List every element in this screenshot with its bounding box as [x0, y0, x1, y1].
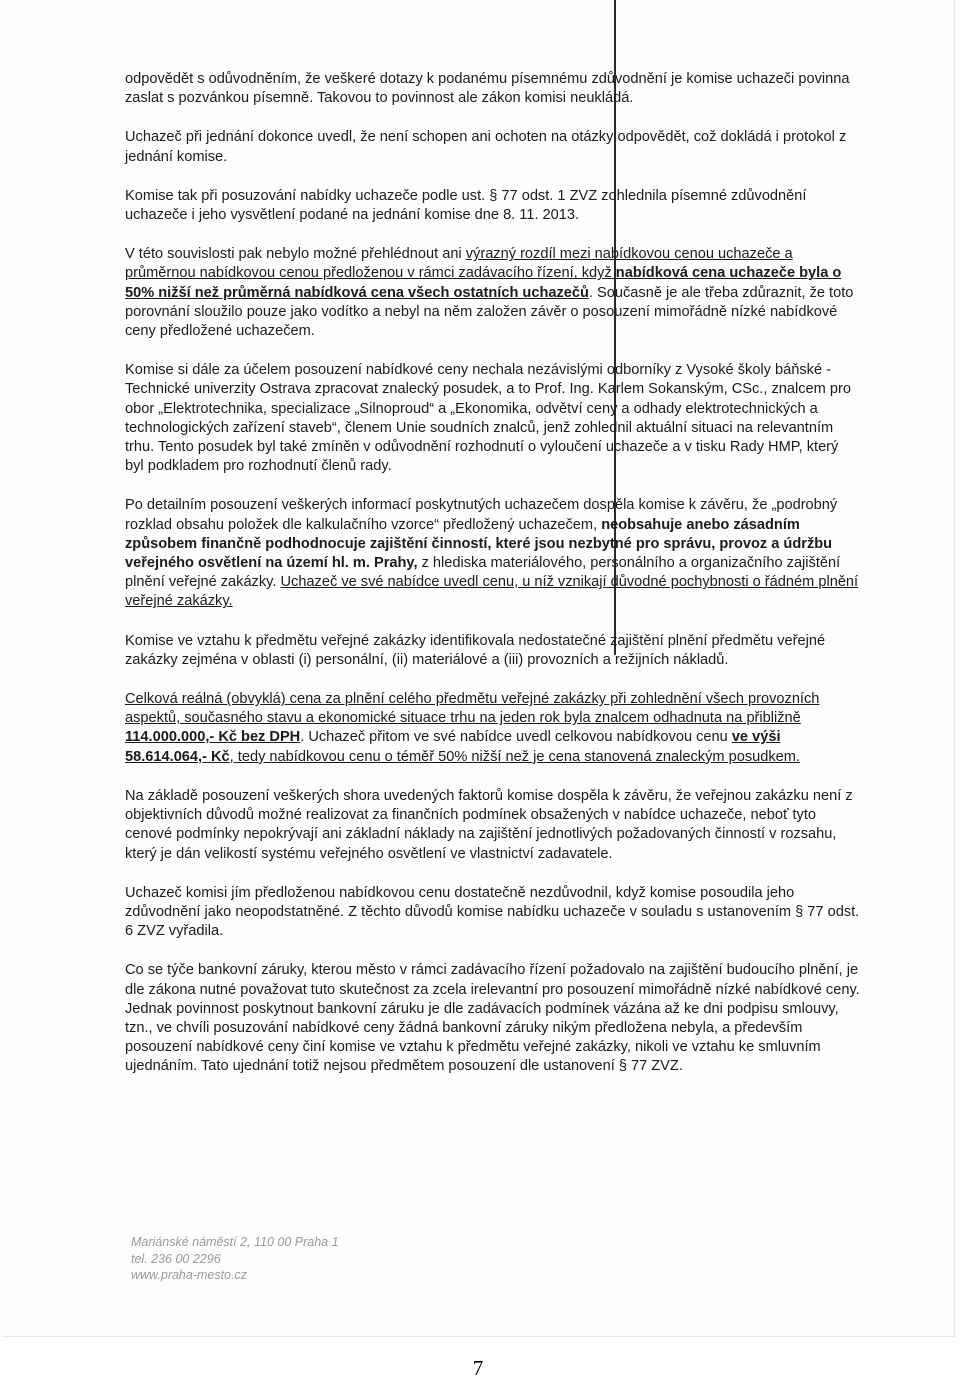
text-run: ve výši 58.614.064,- Kč: [125, 729, 781, 765]
text-run: Uchazeč ve své nabídce uvedl cenu, u níž vznikají důvodné pochybnosti o řádném plnění veřejné zakázky.: [125, 574, 859, 610]
text-run: odpovědět s odůvodněním, že veškeré dotazy k podanému písemnému zdůvodnění je komise uchazeči povinna zaslat s pozvánkou písemně. Takovou to povinnost ale zákon komisi neukládá.: [125, 71, 850, 107]
text-run: neobsahuje anebo zásadním způsobem finančně podhodnocuje zajištění činností, které jsou nezbytné pro správu, provoz a údržbu veřejného osvětlení na území hl. m. Prahy,: [125, 516, 833, 572]
letterhead-footer: [131, 1234, 339, 1284]
text-run: Komise si dále za účelem posouzení nabídkové ceny nechala nezávislými odborníky z Vysoké školy báňské - Technické univerzity Ostrava zpracovat znalecký posudek, a to Prof. Ing. Karlem Sokanským, CSc., znalcem pro obor „Elektrotechnika, specializace „Silnoproud“ a „Ekonomika, odvětví ceny a odhady elektrotechnických a technologických zařízení staveb“, členem Unie soudních znalců, jenž zohlednil aktuální situaci na relevantním trhu. Tento posudek byl také zmíněn v odůvodnění rozhodnutí o vyloučení uchazeče a v tisku Rady HMP, který byl podkladem pro rozhodnutí členů rady.: [125, 362, 851, 475]
text-run: nabídková cena uchazeče byla o 50% nižší než průměrná nabídková cena všech ostatních uchazečů: [125, 265, 842, 301]
text-run: . Současně je ale třeba zdůraznit, že toto porovnání sloužilo pouze jako vodítko a nebyl na něm založen závěr o posouzení mimořádně nízké nabídkové ceny předložené uchazečem.: [125, 284, 854, 340]
paragraph: [125, 884, 860, 942]
text-run: Na základě posouzení veškerých shora uvedených faktorů komise dospěla k závěru, že veřejnou zakázku není z objektivních důvodů možné realizovat za finančních podmínek obsažených v nabídce uchazeče, neboť tyto cenové podmínky nepokrývají ani základní náklady na zajištění jednotlivých požadovaných činností v rozsahu, který je dán velikostí systému veřejného osvětlení ve vlastnictví zadavatele.: [125, 787, 853, 862]
text-run: . Uchazeč přitom ve své nabídce uvedl celkovou nabídkovou cenu: [300, 729, 732, 746]
text-run: Komise ve vztahu k předmětu veřejné zakázky identifikovala nedostatečné zajištění plnění předmětu veřejné zakázky zejména v oblasti (i) personální, (ii) materiálové a (iii) provozních a režijních nákladů.: [125, 632, 826, 668]
page-number: 7: [472, 1356, 484, 1380]
text-run: Uchazeč komisi jím předloženou nabídkovou cenu dostatečně nezdůvodnil, když komise posoudila jeho zdůvodnění jako neopodstatněné. Z těchto důvodů komise nabídku uchazeče v souladu s ustanovením § 77 odst. 6 ZVZ vyřadila.: [125, 884, 860, 940]
text-run: Co se týče bankovní záruky, kterou město v rámci zadávacího řízení požadovalo na zajištění budoucího plnění, je dle zákona nutné považovat tuto skutečnost za zcela irelevantní pro posouzení mimořádně nízké nabídkové ceny. Jednak povinnost poskytnout bankovní záruku je dle zadávacích podmínek vázána až ke dni podpisu smlouvy, tzn., ve chvíli posuzování nabídkové ceny žádná bankovní záruky nikým předložena nebyla, a především posouzení nabídkové ceny činí komise ve vztahu k předmětu veřejné zakázky, nikoli ve vztahu ke smluvním ujednáním. Tato ujednání totiž nejsou předmětem posouzení dle ustanovení § 77 ZVZ.: [125, 962, 860, 1075]
footer-web: www.praha-mesto.cz: [131, 1268, 248, 1282]
paragraph: [125, 70, 860, 108]
paragraph: [125, 496, 860, 611]
document-body: [125, 70, 860, 1097]
paragraph: [125, 245, 860, 341]
text-run: Po detailním posouzení veškerých informací poskytnutých uchazečem dospěla komise k závěru, že „podrobný rozklad obsahu položek dle kalkulačního vzorce“ předložený uchazečem,: [125, 497, 838, 533]
text-run: Celková reálná (obvyklá) cena za plnění celého předmětu veřejné zakázky při zohlednění všech provozních aspektů, současného stavu a ekonomické situace trhu na jeden rok byla znalcem odhadnuta na přibližně: [125, 691, 820, 727]
paragraph: [125, 187, 860, 225]
text-run: Komise tak při posuzování nabídky uchazeče podle ust. § 77 odst. 1 ZVZ zohlednila písemné zdůvodnění uchazeče i jeho vysvětlení podané na jednání komise dne 8. 11. 2013.: [125, 187, 807, 224]
text-run: z hlediska materiálového, personálního a organizačního zajištění plnění veřejné zakázky.: [125, 555, 841, 591]
footer-phone: tel. 236 00 2296: [131, 1251, 221, 1266]
paragraph: [125, 961, 860, 1076]
text-run: , tedy nabídkovou cenu o téměř 50% nižší než je cena stanovená znaleckým posudkem.: [229, 748, 800, 765]
paragraph: [125, 361, 860, 476]
paragraph: [125, 632, 860, 670]
text-run: Uchazeč při jednání dokonce uvedl, že není schopen ani ochoten na otázky odpovědět, což dokládá i protokol z jednání komise.: [125, 129, 847, 165]
paragraph: [125, 128, 860, 166]
footer-address: Mariánské náměstí 2, 110 00 Praha 1: [131, 1235, 339, 1249]
text-run: výrazný rozdíl mezi nabídkovou cenou uchazeče a průměrnou nabídkovou cenou předloženou v rámci zadávacího řízení, když: [125, 246, 793, 282]
text-run: 114.000.000,- Kč bez DPH: [125, 729, 301, 746]
paragraph: [125, 690, 860, 767]
document-page: [2, 0, 955, 1337]
text-run: V této souvislosti pak nebylo možné přehlédnout ani: [125, 246, 466, 263]
paragraph: [125, 787, 860, 864]
